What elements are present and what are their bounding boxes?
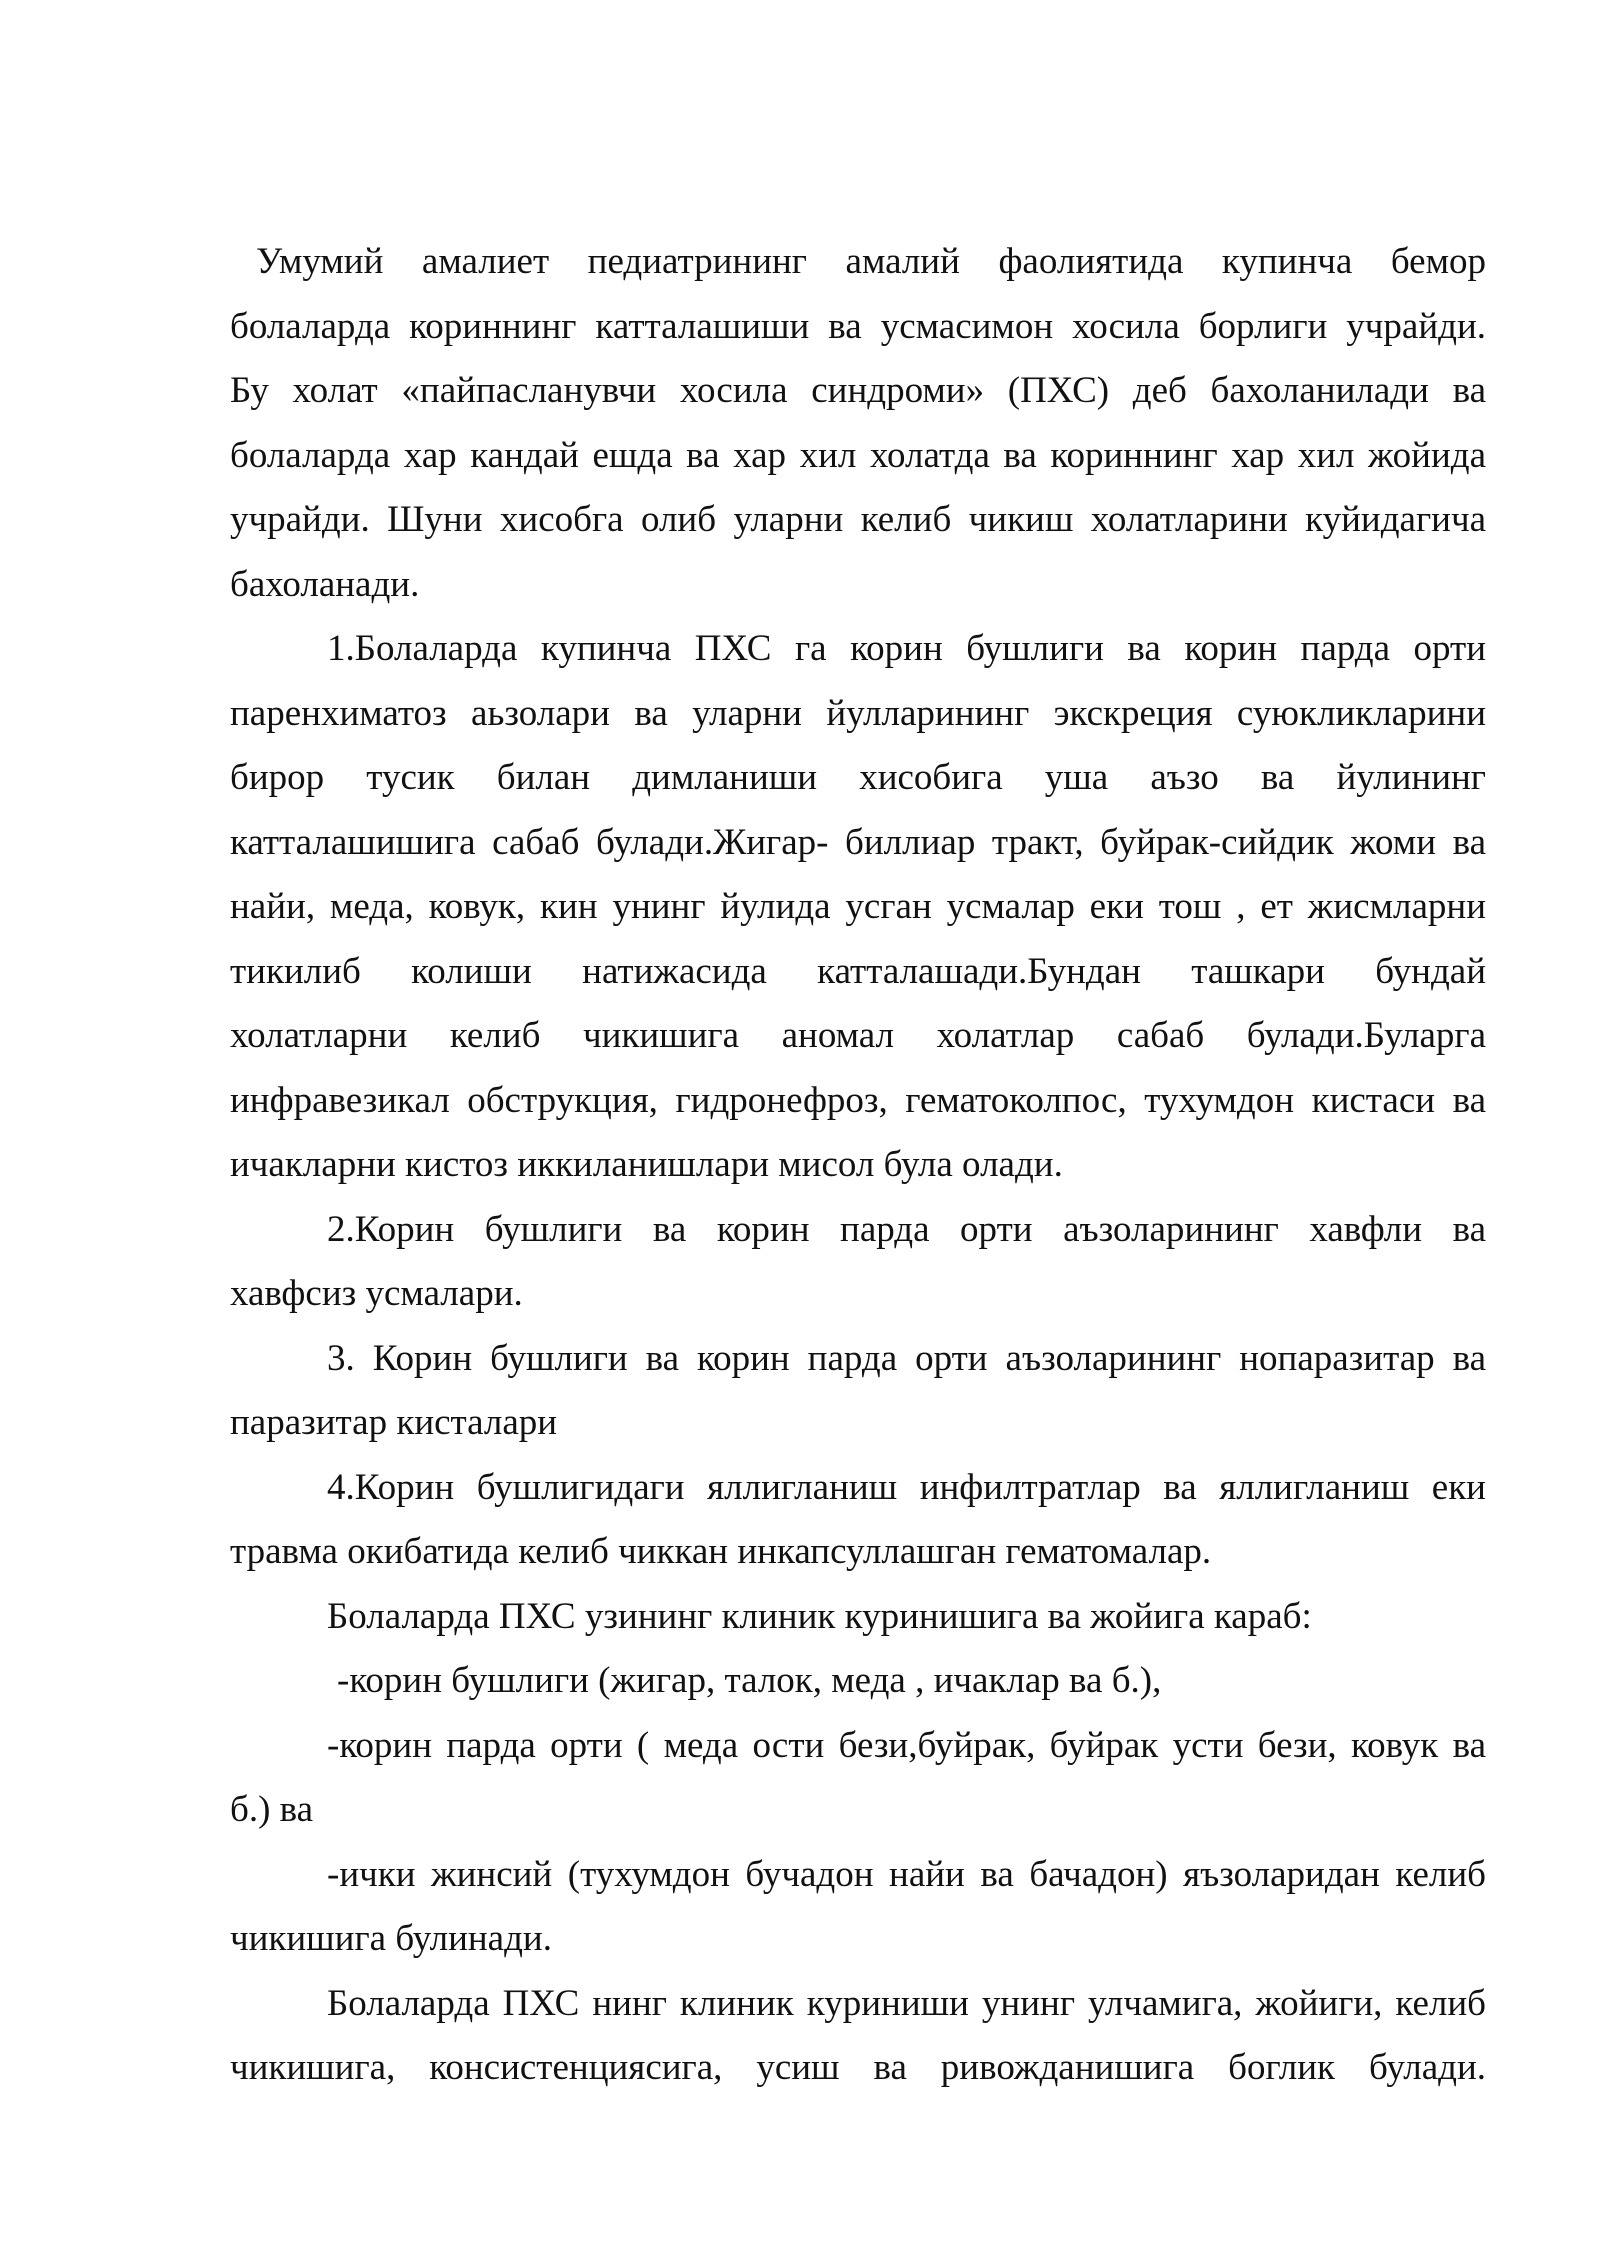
paragraph-line: чикишига булинади. <box>230 1918 552 1959</box>
paragraph-line: 4.Корин бушлигидаги яллигланиш инфилтратлар ва яллигланиш еки <box>327 1466 1486 1508</box>
list-item: -корин парда орти ( меда ости бези,буйрак, буйрак усти бези, ковук ва <box>327 1724 1486 1766</box>
paragraph-line: 2.Корин бушлиги ва корин парда орти аъзоларининг хавфли ва <box>327 1208 1486 1250</box>
paragraph-line: чикишига, консистенциясига, усиш ва ривожданишига боглик булади. <box>230 2047 1486 2088</box>
paragraph-line: Умумий амалиет педиатрининг амалий фаолиятида купинча бемор <box>256 241 1486 282</box>
paragraph-line: бахоланади. <box>230 563 420 605</box>
paragraph-line: б.) ва <box>230 1789 314 1830</box>
paragraph-line: тикилиб колиши натижасида катталашади.Бундан ташкари бундай <box>230 950 1486 992</box>
paragraph-line: бирор тусик билан димланиши хисобига уша аъзо ва йулининг <box>230 757 1486 798</box>
paragraph-line: катталашишига сабаб булади.Жигар- биллиар тракт, буйрак-сийдик жоми ва <box>230 821 1486 863</box>
paragraph-line: болаларда кориннинг катталашиши ва усмасимон хосила борлиги учрайди. <box>230 305 1486 347</box>
paragraph-line: болаларда хар кандай ешда ва хар хил холатда ва кориннинг хар хил жойида <box>230 434 1486 476</box>
list-item: -корин бушлиги (жигар, талок, меда , ичаклар ва б.), <box>337 1660 1162 1701</box>
paragraph-line: Бу холат «пайпасланувчи хосила синдроми» (ПХС) деб бахоланилади ва <box>230 370 1486 411</box>
paragraph-line: 1.Болаларда купинча ПХС га корин бушлиги ва корин парда орти <box>327 628 1486 669</box>
paragraph-line: хавфсиз усмалари. <box>230 1273 523 1314</box>
paragraph-line: ичакларни кистоз иккиланишлари мисол була олади. <box>230 1144 1063 1185</box>
paragraph-line: учрайди. Шуни хисобга олиб уларни келиб чикиш холатларини куйидагича <box>230 499 1486 540</box>
paragraph-line: паразитар кисталари <box>230 1402 558 1443</box>
list-item: -ички жинсий (тухумдон бучадон найи ва бачадон) яъзоларидан келиб <box>327 1853 1486 1895</box>
paragraph-line: травма окибатида келиб чиккан инкапсуллашган гематомалар. <box>230 1531 1212 1572</box>
paragraph-line: паренхиматоз аьзолари ва уларни йулларининг экскреция суюкликларини <box>230 692 1486 734</box>
paragraph-line: Болаларда ПХС нинг клиник куриниши унинг улчамига, жойиги, келиб <box>327 1982 1486 2024</box>
paragraph-line: инфравезикал обструкция, гидронефроз, гематоколпос, тухумдон кистаси ва <box>230 1079 1486 1121</box>
paragraph-line: Болаларда ПХС узининг клиник куринишига ва жойига караб: <box>327 1595 1312 1637</box>
paragraph-line: 3. Корин бушлиги ва корин парда орти аъзоларининг нопаразитар ва <box>327 1337 1486 1379</box>
paragraph-line: найи, меда, ковук, кин унинг йулида усган усмалар еки тош , ет жисмларни <box>230 886 1486 927</box>
document-body <box>230 230 1486 2101</box>
paragraph-line: холатларни келиб чикишига аномал холатлар сабаб булади.Буларга <box>230 1015 1486 1056</box>
